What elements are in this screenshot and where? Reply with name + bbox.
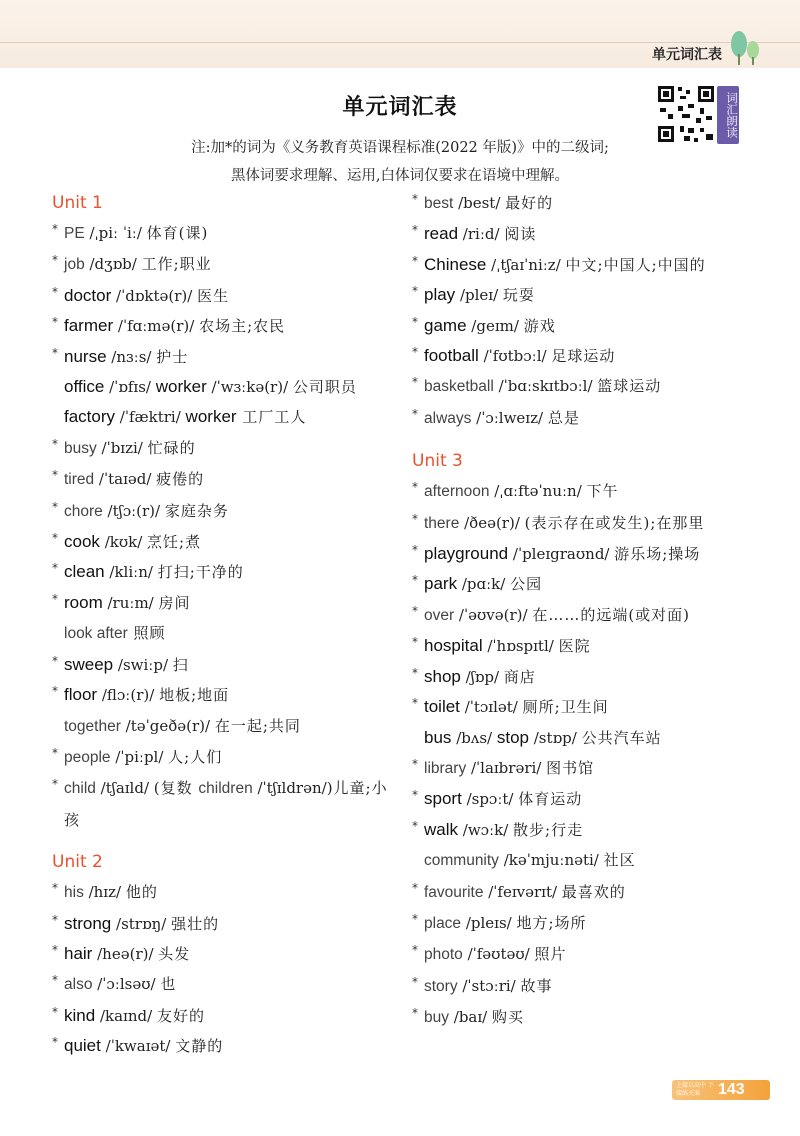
phonetic: /kəˈmjuːnəti/ <box>498 851 604 870</box>
headword: together <box>64 717 121 735</box>
vocab-entry <box>52 249 397 280</box>
vocab-entry <box>412 280 757 310</box>
level-two-star-icon: * <box>412 375 418 390</box>
vocab-entry <box>52 742 397 773</box>
level-two-star-icon: * <box>52 1035 58 1050</box>
meaning: 打扫;干净的 <box>157 563 244 582</box>
headword: buy <box>424 1009 449 1027</box>
level-two-star-icon: * <box>52 745 58 760</box>
unit-heading: Unit 1 <box>52 193 103 213</box>
phonetic: /spɔːt/ <box>461 790 519 809</box>
vocab-entry <box>52 711 397 742</box>
vocab-entry <box>412 753 757 784</box>
phonetic: /geɪm/ <box>466 316 524 335</box>
vocab-entry <box>52 618 397 649</box>
vocab-entry <box>52 877 397 908</box>
meaning: 公园 <box>510 575 543 594</box>
level-two-star-icon: * <box>52 912 58 927</box>
phonetic: /təˈgeðə(r)/ <box>120 716 215 735</box>
meaning: (复数 <box>153 779 199 798</box>
vocab-entry <box>52 402 397 432</box>
vocab-entry <box>52 281 397 311</box>
headword: there <box>424 514 460 532</box>
level-two-star-icon: * <box>52 561 58 576</box>
phonetic: /pɑːk/ <box>457 575 511 594</box>
vocab-entry <box>52 680 397 710</box>
level-two-star-icon: * <box>52 653 58 668</box>
phonetic: /pleɪ/ <box>455 286 503 305</box>
headword: PE <box>64 225 85 242</box>
headword-bold: read <box>424 224 459 244</box>
vocab-entry <box>412 815 757 845</box>
page-number: 143 <box>718 1081 745 1098</box>
meaning: 中文;中国人;中国的 <box>565 255 706 274</box>
level-two-star-icon: * <box>412 345 418 360</box>
phonetic: /wɔːk/ <box>458 820 514 839</box>
vocab-column-right <box>412 188 757 1034</box>
headword: also <box>64 976 93 994</box>
meaning: 故事 <box>520 976 553 995</box>
vocab-entry <box>412 250 757 280</box>
headword-bold: sport <box>424 789 462 809</box>
level-two-star-icon: * <box>412 284 418 299</box>
level-two-star-icon: * <box>412 314 418 329</box>
vocab-entry <box>52 464 397 495</box>
meaning: 烹饪;煮 <box>147 533 202 552</box>
meaning: 照片 <box>534 945 567 964</box>
phonetic: /ˈstɔːri/ <box>457 976 521 995</box>
meaning: 玩耍 <box>502 286 535 305</box>
phonetic: /ˈɔːlweɪz/ <box>471 408 548 427</box>
level-two-star-icon: * <box>412 696 418 711</box>
phonetic: /ˈfeɪvərɪt/ <box>483 882 562 901</box>
meaning: 体育运动 <box>518 790 583 809</box>
unit-spacer <box>412 434 757 446</box>
phonetic: /ruːm/ <box>102 593 159 612</box>
level-two-star-icon: * <box>412 788 418 803</box>
phonetic: /ˌɑːftəˈnuːn/ <box>489 482 587 501</box>
unit-heading: Unit 3 <box>412 451 463 472</box>
phonetic: /best/ <box>453 194 506 212</box>
meaning: 头发 <box>158 944 191 963</box>
meaning: 照顾 <box>127 624 166 643</box>
level-two-star-icon: * <box>52 436 58 451</box>
headword-bold: play <box>424 285 456 305</box>
vocab-entry <box>52 909 397 939</box>
vocab-entry <box>52 773 397 835</box>
headword-bold: strong <box>64 913 112 933</box>
headword: his <box>64 884 84 902</box>
phonetic: /ˈtɔɪlət/ <box>459 698 523 717</box>
phonetic: /baɪ/ <box>449 1008 492 1027</box>
meaning: 篮球运动 <box>597 377 662 396</box>
meaning: 友好的 <box>156 1006 205 1025</box>
headword-bold: floor <box>64 685 98 705</box>
meaning: 医生 <box>197 286 230 305</box>
level-two-star-icon: * <box>52 973 58 988</box>
vocab-entry <box>412 188 757 219</box>
headword: people <box>64 748 111 766</box>
vocab-entry <box>52 939 397 969</box>
phonetic: /ˈfʊtbɔːl/ <box>478 347 552 366</box>
meaning: 工作;职业 <box>141 255 212 274</box>
headword-bold: playground <box>424 544 509 564</box>
headword: best <box>424 195 454 212</box>
vocab-entry <box>412 662 757 692</box>
phonetic: /tʃɔː(r)/ <box>102 501 165 520</box>
level-two-star-icon: * <box>412 665 418 680</box>
level-two-star-icon: * <box>52 345 58 360</box>
meaning: 人;人们 <box>168 747 223 766</box>
headword-bold: doctor <box>64 285 112 305</box>
level-two-star-icon: * <box>412 223 418 238</box>
level-two-star-icon: * <box>412 911 418 926</box>
headword: favourite <box>424 883 484 901</box>
vocab-entry <box>52 969 397 1000</box>
headword-bold: hair <box>64 943 93 963</box>
vocab-entry <box>412 539 757 569</box>
headword-bold: toilet <box>424 697 460 717</box>
phonetic: /ðeə(r)/ <box>459 513 525 532</box>
meaning: (表示存在或发生);在那里 <box>524 513 705 532</box>
level-two-star-icon: * <box>412 406 418 421</box>
level-two-star-icon: * <box>412 603 418 618</box>
phonetic: /ˈɔːlsəʊ/ <box>92 975 161 994</box>
headword-bold: football <box>424 346 479 366</box>
vocab-entry <box>52 342 397 372</box>
headword-bold: clean <box>64 562 105 582</box>
level-two-star-icon: * <box>412 818 418 833</box>
meaning: 疲倦的 <box>156 470 205 489</box>
vocab-entry <box>412 631 757 661</box>
phonetic: /ˈəʊvə(r)/ <box>454 605 533 624</box>
meaning: 最好的 <box>505 194 554 212</box>
meaning: 体育(课) <box>146 224 209 242</box>
level-two-star-icon: * <box>412 253 418 268</box>
level-two-star-icon: * <box>412 943 418 958</box>
phonetic: /swiːp/ <box>113 655 173 674</box>
meaning: 医院 <box>558 637 591 656</box>
headword-bold: room <box>64 592 103 612</box>
vocab-entry <box>412 600 757 631</box>
meaning: 在一起;共同 <box>214 716 301 735</box>
meaning: 游乐场;操场 <box>614 545 701 564</box>
vocab-entry <box>412 971 757 1002</box>
meaning: 文静的 <box>175 1037 224 1056</box>
headword: place <box>424 914 462 932</box>
headword-bold: stop <box>496 727 529 747</box>
vocab-entry <box>412 219 757 249</box>
vocab-entry <box>52 1031 397 1061</box>
level-two-star-icon: * <box>52 1004 58 1019</box>
meaning: 公司职员 <box>292 378 357 397</box>
vocab-entry <box>52 311 397 341</box>
headword-bold: Chinese <box>424 254 487 274</box>
phonetic: /ˈkwaɪət/ <box>100 1037 176 1056</box>
headword-bold: walk <box>424 819 459 839</box>
vocab-entry <box>412 341 757 371</box>
headword: story <box>424 977 458 995</box>
vocab-entry <box>412 784 757 814</box>
vocab-entry <box>412 371 757 402</box>
footer-small-text: 上接以高中 下接练关案 <box>676 1082 714 1097</box>
level-two-star-icon: * <box>412 756 418 771</box>
phonetic: /ˈfəʊtəʊ/ <box>462 945 535 964</box>
phonetic: /bʌs/ <box>451 728 497 747</box>
phonetic: /ˌpiː ˈiː/ <box>84 224 147 242</box>
meaning: )儿童;小孩 <box>64 779 388 829</box>
headword-bold: quiet <box>64 1036 101 1056</box>
vocab-column-left <box>52 188 397 1062</box>
meaning: 地板;地面 <box>159 686 230 705</box>
headword: library <box>424 759 467 777</box>
vocab-entry <box>412 877 757 908</box>
vocab-entry <box>412 845 757 876</box>
phonetic: /flɔː(r)/ <box>97 686 160 705</box>
meaning: 在……的远端(或对面) <box>532 605 691 624</box>
level-two-star-icon: * <box>52 881 58 896</box>
headword-bold: game <box>424 315 467 335</box>
meaning: 房间 <box>158 593 191 612</box>
headword-bold: factory <box>64 407 116 427</box>
level-two-star-icon: * <box>52 531 58 546</box>
phonetic: /hɪz/ <box>83 883 126 902</box>
headword: over <box>424 606 455 624</box>
meaning: 购买 <box>492 1008 525 1027</box>
meaning: 散步;行走 <box>513 820 584 839</box>
headword-bold: kind <box>64 1005 96 1025</box>
level-two-star-icon: * <box>52 315 58 330</box>
phonetic: /ˈlaɪbrəri/ <box>466 758 547 777</box>
headword-bold: shop <box>424 666 461 686</box>
vocab-entry <box>52 588 397 618</box>
meaning: 忙碌的 <box>147 438 196 457</box>
vocab-entry <box>52 433 397 464</box>
header-rule <box>0 42 800 43</box>
level-two-star-icon: * <box>412 480 418 495</box>
unit-heading: Unit 2 <box>52 852 103 873</box>
vocab-entry <box>412 508 757 539</box>
phonetic: /ˈwɜːkə(r)/ <box>206 378 293 397</box>
headword-bold: farmer <box>64 316 114 336</box>
phonetic: /ˈhɒspɪtl/ <box>482 637 559 656</box>
meaning: 护士 <box>156 347 189 366</box>
vocab-entry <box>52 496 397 527</box>
headword-bold: worker <box>155 377 207 397</box>
level-two-star-icon: * <box>412 1006 418 1021</box>
headword: children <box>198 780 253 798</box>
level-two-star-icon: * <box>52 777 58 792</box>
note-line-2: 黑体词要求理解、运用,白体词仅要求在语境中理解。 <box>230 168 570 184</box>
level-two-star-icon: * <box>412 635 418 650</box>
meaning: 强壮的 <box>171 914 220 933</box>
level-two-star-icon: * <box>52 468 58 483</box>
level-two-star-icon: * <box>52 499 58 514</box>
vocab-entry <box>52 527 397 557</box>
level-two-star-icon: * <box>412 573 418 588</box>
level-two-star-icon: * <box>52 253 58 268</box>
vocab-entry <box>412 908 757 939</box>
phonetic: /tʃaɪld/ <box>95 779 154 798</box>
phonetic: /stɒp/ <box>528 728 582 747</box>
headword-bold: worker <box>185 407 237 427</box>
phonetic: /ˈpleɪgraʊnd/ <box>508 545 615 564</box>
vocab-entry <box>412 939 757 970</box>
level-two-star-icon: * <box>412 511 418 526</box>
headword: basketball <box>424 378 494 396</box>
phonetic: /ʃɒp/ <box>460 667 504 686</box>
unit-spacer <box>52 835 397 847</box>
vocab-entry <box>52 218 397 249</box>
vocab-entry <box>412 476 757 507</box>
vocab-entry <box>52 1001 397 1031</box>
meaning: 商店 <box>503 667 536 686</box>
level-two-star-icon: * <box>412 974 418 989</box>
phonetic: /pleɪs/ <box>461 913 517 932</box>
vocab-entry <box>412 311 757 341</box>
headword: look after <box>64 625 128 643</box>
phonetic: /heə(r)/ <box>92 944 159 963</box>
meaning: 扫 <box>172 655 189 674</box>
meaning: 地方;场所 <box>516 913 587 932</box>
meaning: 工厂工人 <box>236 408 307 427</box>
meaning: 图书馆 <box>546 758 595 777</box>
phonetic: /kaɪnd/ <box>95 1006 157 1025</box>
headword: tired <box>64 471 95 489</box>
meaning: 下午 <box>586 482 619 501</box>
phonetic: /riːd/ <box>458 225 505 244</box>
meaning: 家庭杂务 <box>164 501 229 520</box>
phonetic: /nɜːs/ <box>106 347 157 366</box>
vocab-entry <box>412 403 757 434</box>
headword: child <box>64 780 96 798</box>
level-two-star-icon: * <box>52 284 58 299</box>
note-line-1: 注:加*的词为《义务教育英语课程标准(2022 年版)》中的二级词; <box>191 140 609 156</box>
meaning: 游戏 <box>523 316 556 335</box>
headword-bold: park <box>424 574 458 594</box>
phonetic: /ˈbɪzi/ <box>96 438 148 457</box>
level-two-star-icon: * <box>412 880 418 895</box>
phonetic: /ˈɒfɪs/ <box>104 378 156 397</box>
headword: job <box>64 256 85 274</box>
level-two-star-icon: * <box>412 543 418 558</box>
phonetic: /dʒɒb/ <box>84 255 142 274</box>
phonetic: /ˈfæktri/ <box>115 408 186 427</box>
headword: always <box>424 409 472 427</box>
meaning: 足球运动 <box>551 347 616 366</box>
headword: community <box>424 852 499 870</box>
page-title: 单元词汇表 <box>342 95 458 120</box>
phonetic: /strɒŋ/ <box>111 914 172 933</box>
level-two-star-icon: * <box>412 192 418 206</box>
vocab-entry <box>52 372 397 402</box>
headword-bold: hospital <box>424 636 483 656</box>
meaning: 农场主;农民 <box>199 317 286 336</box>
phonetic: /ˈfɑːmə(r)/ <box>113 317 200 336</box>
level-two-star-icon: * <box>52 684 58 699</box>
headword-bold: office <box>64 377 105 397</box>
phonetic: /kʊk/ <box>99 533 148 552</box>
meaning: 厕所;卫生间 <box>522 698 609 717</box>
phonetic: /kliːn/ <box>104 563 158 582</box>
level-two-star-icon: * <box>52 222 58 236</box>
phonetic: /ˈdɒktə(r)/ <box>111 286 198 305</box>
meaning: 总是 <box>547 408 580 427</box>
meaning: 阅读 <box>504 225 537 244</box>
header-band <box>0 0 800 68</box>
qr-code-icon[interactable] <box>656 84 716 144</box>
phonetic: /ˈtaɪəd/ <box>94 470 157 489</box>
tree-icon <box>728 30 762 66</box>
level-two-star-icon: * <box>52 942 58 957</box>
meaning: 社区 <box>603 851 636 870</box>
vocab-entry <box>52 650 397 680</box>
headword-bold: nurse <box>64 346 107 366</box>
vocab-entry <box>412 1002 757 1033</box>
headword: afternoon <box>424 483 490 501</box>
headword: busy <box>64 439 97 457</box>
meaning: 他的 <box>125 883 158 902</box>
headword-bold: cook <box>64 532 100 552</box>
vocab-entry <box>412 692 757 722</box>
headword: photo <box>424 946 463 964</box>
vocab-entry <box>412 723 757 753</box>
phonetic: /ˈtʃɪldrən/ <box>252 779 327 798</box>
section-tag: 单元词汇表 <box>652 47 722 63</box>
phonetic: /ˈpiːpl/ <box>110 747 169 766</box>
level-two-star-icon: * <box>52 591 58 606</box>
phonetic: /ˈbɑːskɪtbɔːl/ <box>493 377 598 396</box>
vocab-entry <box>412 569 757 599</box>
headword-bold: bus <box>424 727 452 747</box>
headword-bold: sweep <box>64 654 114 674</box>
vocab-entry <box>52 557 397 587</box>
meaning: 也 <box>160 975 177 994</box>
meaning: 公共汽车站 <box>581 728 662 747</box>
headword: chore <box>64 502 103 520</box>
meaning: 最喜欢的 <box>561 882 626 901</box>
phonetic: /ˌtʃaɪˈniːz/ <box>486 255 566 274</box>
qr-label[interactable]: 词汇朗读 <box>717 86 739 144</box>
page-footer <box>672 1076 782 1102</box>
